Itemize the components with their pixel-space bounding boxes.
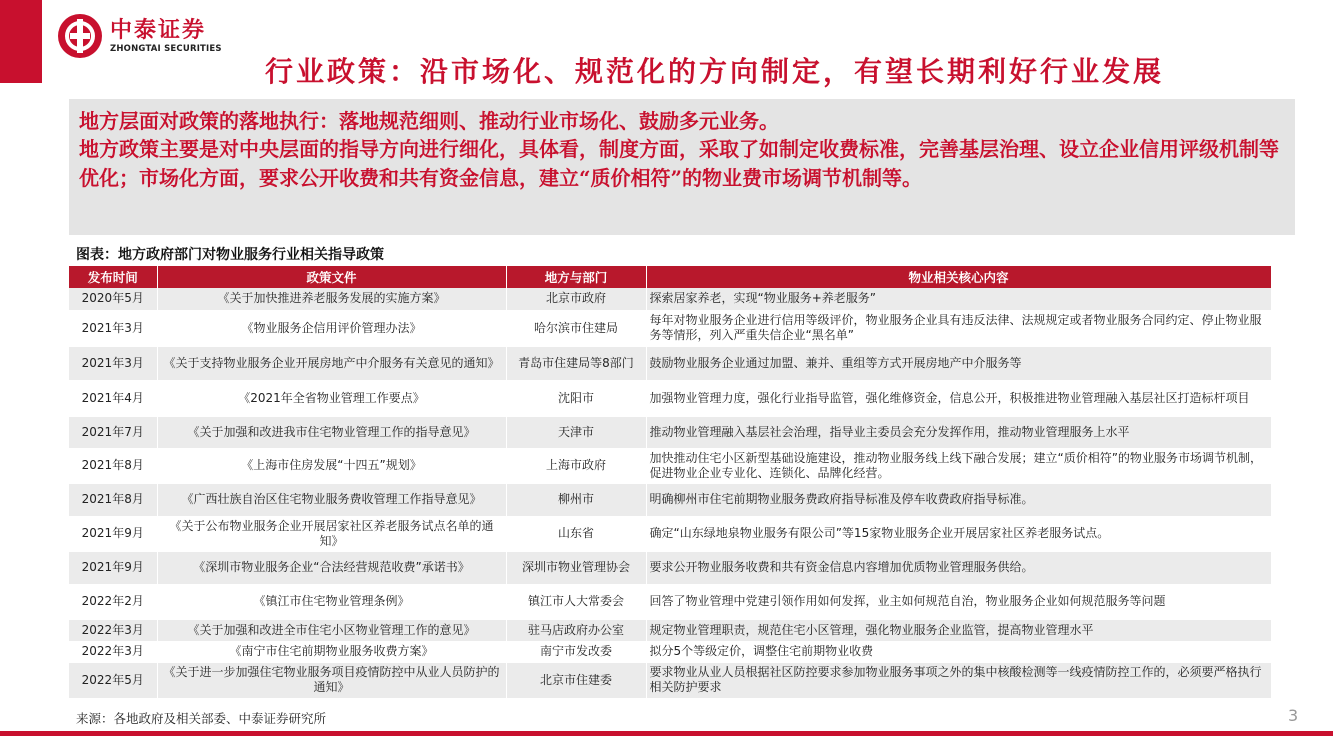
cell-date: 2021年4月 [69,380,157,416]
cell-date: 2020年5月 [69,288,157,310]
cell-date: 2022年2月 [69,584,157,619]
cell-date: 2022年3月 [69,641,157,662]
logo-text [110,18,222,55]
cell-doc: 《上海市住房发展“十四五”规划》 [157,448,506,483]
cell-doc: 《关于加快推进养老服务发展的实施方案》 [157,288,506,310]
cell-dept: 天津市 [506,416,646,448]
cell-dept: 沈阳市 [506,380,646,416]
summary-box [69,99,1295,235]
cell-date: 2022年3月 [69,619,157,641]
table-row [69,346,1271,380]
table-row [69,448,1271,483]
table-row [69,416,1271,448]
cell-content: 拟分5个等级定价，调整住宅前期物业收费 [646,641,1271,662]
cell-date: 2021年9月 [69,551,157,584]
cell-content: 明确柳州市住宅前期物业服务费政府指导标准及停车收费政府指导标准。 [646,483,1271,516]
cell-dept: 镇江市人大常委会 [506,584,646,619]
page-number: 3 [1288,706,1299,725]
cell-doc: 《物业服务企信用评价管理办法》 [157,310,506,346]
cell-dept: 青岛市住建局等8部门 [506,346,646,380]
cell-date: 2021年3月 [69,310,157,346]
table-row [69,516,1271,551]
table-row [69,380,1271,416]
table-header-row [69,266,1271,288]
cell-doc: 《关于加强和改进我市住宅物业管理工作的指导意见》 [157,416,506,448]
table-row [69,551,1271,584]
cell-date: 2022年5月 [69,662,157,698]
header-doc: 政策文件 [157,266,506,288]
cell-doc: 《关于支持物业服务企业开展房地产中介服务有关意见的通知》 [157,346,506,380]
bottom-accent-line [0,731,1333,736]
cell-doc: 《深圳市物业服务企业“合法经营规范收费”承诺书》 [157,551,506,584]
brand-logo [58,14,222,58]
table-row [69,662,1271,698]
cell-date: 2021年7月 [69,416,157,448]
cell-dept: 柳州市 [506,483,646,516]
header-dept: 地方与部门 [506,266,646,288]
table-row [69,310,1271,346]
figure-caption: 图表：地方政府部门对物业服务行业相关指导政策 [76,247,384,263]
cell-content: 推动物业管理融入基层社会治理，指导业主委员会充分发挥作用，推动物业管理服务上水平 [646,416,1271,448]
summary-headline: 地方层面对政策的落地执行：落地规范细则、推动行业市场化、鼓励多元业务。 [79,109,779,133]
cell-content: 每年对物业服务企业进行信用等级评价，物业服务企业具有违反法律、法规规定或者物业服务合同约定、停止物业服务等情形，列入严重失信企业“黑名单” [646,310,1271,346]
policy-table [69,266,1272,699]
source-note: 来源：各地政府及相关部委、中泰证券研究所 [76,711,327,726]
table-row [69,619,1271,641]
table-row [69,641,1271,662]
page-title: 行业政策：沿市场化、规范化的方向制定，有望长期利好行业发展 [265,55,1165,88]
cell-dept: 南宁市发改委 [506,641,646,662]
cell-dept: 北京市政府 [506,288,646,310]
cell-content: 要求公开物业服务收费和共有资金信息内容增加优质物业管理服务供给。 [646,551,1271,584]
cell-date: 2021年3月 [69,346,157,380]
cell-content: 加快推动住宅小区新型基础设施建设，推动物业服务线上线下融合发展；建立“质价相符”的物业服务市场调节机制，促进物业企业专业化、连锁化、品牌化经营。 [646,448,1271,483]
cell-content: 要求物业从业人员根据社区防控要求参加物业服务事项之外的集中核酸检测等一线疫情防控工作的，必须要严格执行相关防护要求 [646,662,1271,698]
logo-name-en: ZHONGTAI SECURITIES [110,43,222,54]
cell-doc: 《关于加强和改进全市住宅小区物业管理工作的意见》 [157,619,506,641]
cell-content: 确定“山东绿地泉物业服务有限公司”等15家物业服务企业开展居家社区养老服务试点。 [646,516,1271,551]
cell-dept: 深圳市物业管理协会 [506,551,646,584]
cell-date: 2021年9月 [69,516,157,551]
cell-doc: 《镇江市住宅物业管理条例》 [157,584,506,619]
table-row [69,584,1271,619]
logo-name-cn: 中泰证券 [110,17,207,43]
cell-doc: 《关于公布物业服务企业开展居家社区养老服务试点名单的通知》 [157,516,506,551]
header-content: 物业相关核心内容 [646,266,1271,288]
cell-doc: 《2021年全省物业管理工作要点》 [157,380,506,416]
table-row [69,483,1271,516]
cell-content: 回答了物业管理中党建引领作用如何发挥，业主如何规范自治，物业服务企业如何规范服务等问题 [646,584,1271,619]
logo-icon [58,14,102,58]
cell-dept: 哈尔滨市住建局 [506,310,646,346]
header-date: 发布时间 [69,266,157,288]
cell-date: 2021年8月 [69,483,157,516]
cell-content: 规定物业管理职责，规范住宅小区管理，强化物业服务企业监管，提高物业管理水平 [646,619,1271,641]
cell-content: 加强物业管理力度，强化行业指导监管，强化维修资金，信息公开，积极推进物业管理融入基层社区打造标杆项目 [646,380,1271,416]
cell-date: 2021年8月 [69,448,157,483]
cell-dept: 山东省 [506,516,646,551]
summary-body: 地方政策主要是对中央层面的指导方向进行细化，具体看，制度方面，采取了如制定收费标准，完善基层治理、设立企业信用评级机制等优化；市场化方面，要求公开收费和共有资金信息，建立“质价相符”的物业费市场调节机制等。 [79,137,1279,190]
cell-dept: 驻马店政府办公室 [506,619,646,641]
cell-doc: 《关于进一步加强住宅物业服务项目疫情防控中从业人员防护的通知》 [157,662,506,698]
cell-doc: 《南宁市住宅前期物业服务收费方案》 [157,641,506,662]
cell-dept: 上海市政府 [506,448,646,483]
cell-doc: 《广西壮族自治区住宅物业服务费收管理工作指导意见》 [157,483,506,516]
left-accent-bar [0,0,42,83]
cell-content: 探索居家养老，实现“物业服务+养老服务” [646,288,1271,310]
table-row [69,288,1271,310]
cell-content: 鼓励物业服务企业通过加盟、兼并、重组等方式开展房地产中介服务等 [646,346,1271,380]
cell-dept: 北京市住建委 [506,662,646,698]
